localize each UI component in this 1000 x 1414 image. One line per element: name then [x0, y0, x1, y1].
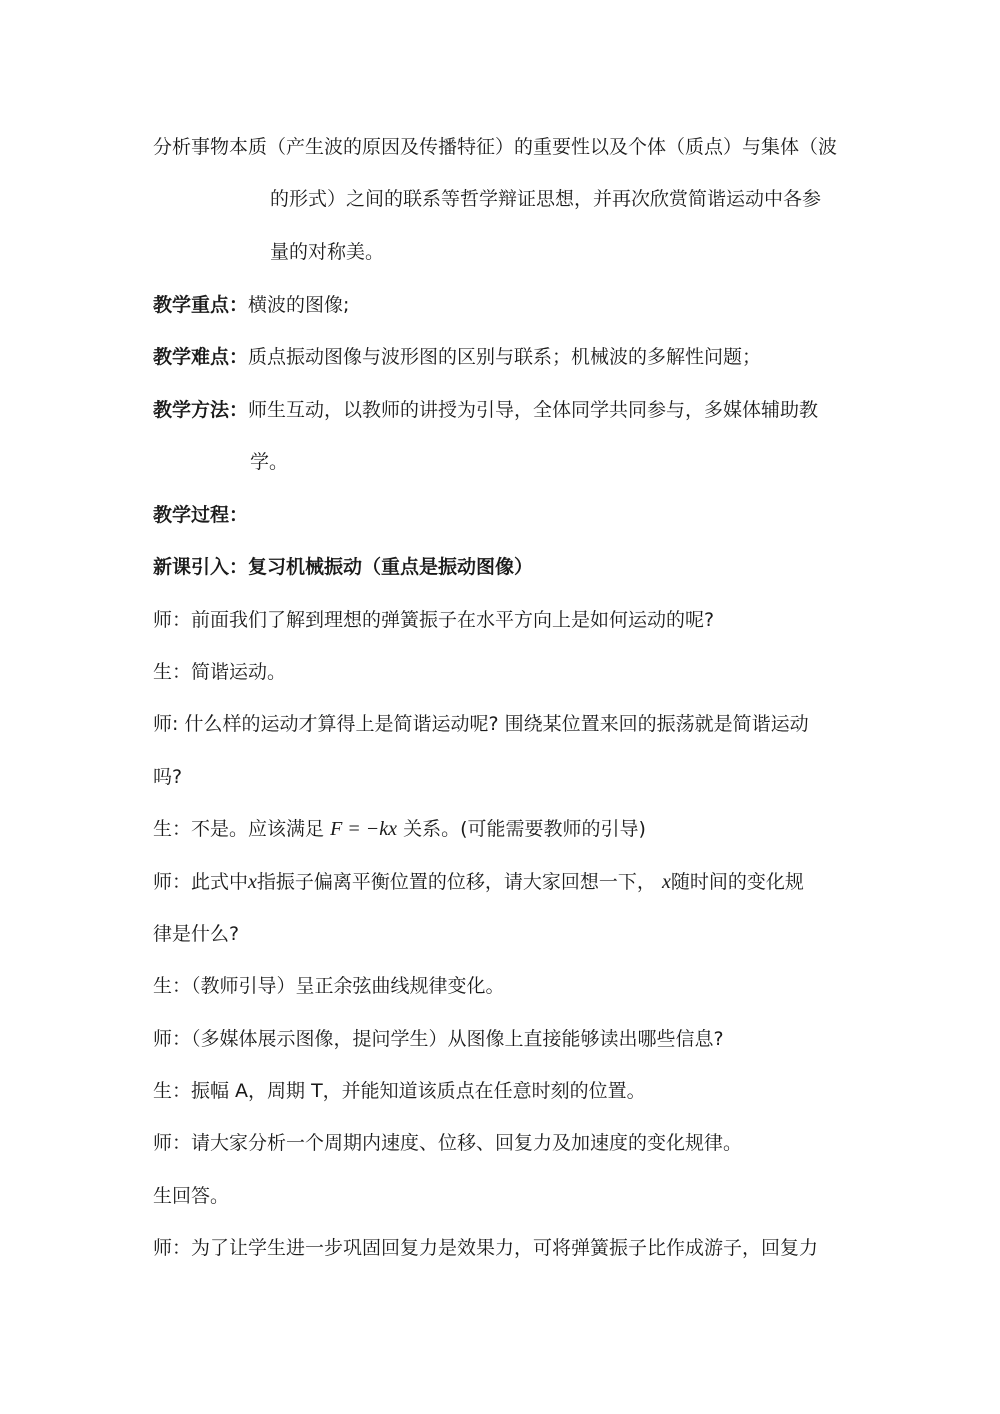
dialogue-student-2-post: 关系。(可能需要教师的引导) [403, 818, 646, 840]
key-points-row [153, 293, 349, 317]
methods-text-line-2: 学。 [250, 451, 289, 473]
objectives-line-2: 的形式）之间的联系等哲学辩证思想，并再次欣赏简谐运动中各参 [270, 188, 822, 210]
dialogue-student-5: 生回答。 [153, 1185, 230, 1207]
dialogue-teacher-3-pre: 师：此式中 [153, 871, 249, 893]
objectives-line-3: 量的对称美。 [270, 241, 385, 263]
dialogue-teacher-3-post: 随时间的变化规 [670, 871, 804, 893]
dialogue-teacher-2-cont: 吗? [153, 766, 183, 788]
variable-x-2: x [661, 871, 671, 893]
dialogue-teacher-2: 师: 什么样的运动才算得上是简谐运动呢? 围绕某位置来回的振荡就是简谐运动 [153, 713, 809, 735]
process-label: 教学过程： [153, 504, 249, 526]
dialogue-teacher-1: 师：前面我们了解到理想的弹簧振子在水平方向上是如何运动的呢? [153, 609, 715, 631]
key-points-text: 横波的图像; [248, 294, 350, 316]
methods-label: 教学方法： [153, 399, 249, 421]
objectives-line-1: 分析事物本质（产生波的原因及传播特征）的重要性以及个体（质点）与集体（波 [153, 136, 838, 158]
dialogue-teacher-5: 师：请大家分析一个周期内速度、位移、回复力及加速度的变化规律。 [153, 1132, 743, 1154]
intro-heading: 新课引入：复习机械振动（重点是振动图像） [153, 556, 534, 578]
variable-x-1: x [248, 871, 257, 893]
difficulties-label: 教学难点： [153, 346, 249, 368]
dialogue-teacher-6: 师：为了让学生进一步巩固回复力是效果力，可将弹簧振子比作成游子，回复力 [153, 1237, 819, 1259]
dialogue-student-2-pre: 生：不是。应该满足 [153, 818, 325, 840]
dialogue-teacher-4: 师：（多媒体展示图像，提问学生）从图像上直接能够读出哪些信息? [153, 1028, 724, 1050]
dialogue-student-4: 生：振幅 A，周期 T，并能知道该质点在任意时刻的位置。 [153, 1080, 646, 1102]
methods-text-line-1: 师生互动，以教师的讲授为引导，全体同学共同参与，多媒体辅助教 [248, 399, 819, 421]
dialogue-teacher-3 [153, 870, 804, 894]
key-points-label: 教学重点： [153, 294, 249, 316]
dialogue-student-2 [153, 817, 646, 841]
difficulties-text: 质点振动图像与波形图的区别与联系；机械波的多解性问题； [248, 346, 762, 368]
dialogue-student-1: 生：简谐运动。 [153, 661, 287, 683]
dialogue-student-3: 生：（教师引导）呈正余弦曲线规律变化。 [153, 975, 505, 997]
dialogue-teacher-3-mid: 指振子偏离平衡位置的位移，请大家回想一下， [256, 871, 656, 893]
difficulties-row [153, 345, 761, 369]
methods-row [153, 398, 818, 422]
dialogue-teacher-3-cont: 律是什么? [153, 923, 240, 945]
formula-hooke: F = −kx [330, 818, 398, 840]
